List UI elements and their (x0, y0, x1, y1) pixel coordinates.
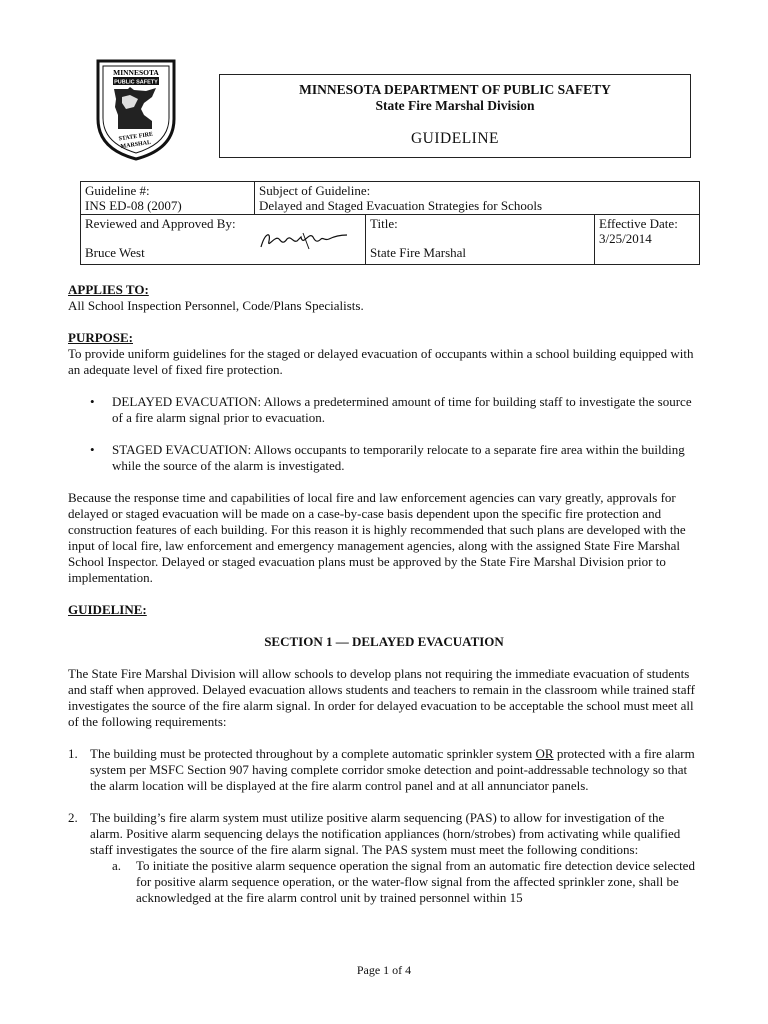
guideline-number-label: Guideline #: (85, 183, 150, 198)
header-box (219, 74, 691, 158)
svg-text:PUBLIC SAFETY: PUBLIC SAFETY (114, 79, 158, 86)
effective-date-label: Effective Date: (599, 216, 678, 231)
requirement-item-2a: a. To initiate the positive alarm sequence operation the signal from an automatic fire detection device selected for positive alarm sequence operation, or the water-flow signal from the affected sprinkler zone, shall be acknowledged at the fire alarm control unit by trained personnel within 15 (112, 858, 695, 905)
list-item: • DELAYED EVACUATION: Allows a predetermined amount of time for building staff to investigate the source of a fire alarm signal prior to evacuation. (90, 394, 692, 425)
purpose-text: To provide uniform guidelines for the staged or delayed evacuation of occupants within a school building equipped with an adequate level of fixed fire protection. (68, 346, 694, 377)
document-body (68, 282, 700, 906)
subject-value: Delayed and Staged Evacuation Strategies for Schools (259, 198, 543, 213)
effective-date-cell (595, 215, 700, 265)
bullet-icon: • (90, 442, 95, 457)
subject-cell (255, 182, 700, 215)
guideline-heading: GUIDELINE: (68, 602, 147, 617)
page-number: Page 1 of 4 (356, 963, 412, 977)
title-label: Title: (370, 216, 398, 231)
requirement-item-2: 2. The building’s fire alarm system must utilize positive alarm sequencing (PAS) to allow for investigation of the alarm. Positive alarm sequencing delays the notification appliances (horn/strobes) from activating while qualified staff investigates the source of the fire alarm signal. The PAS system must meet the following conditions: (68, 810, 681, 857)
signature-image (257, 227, 349, 253)
evacuation-types-list (68, 394, 700, 474)
mn-public-safety-seal-logo (94, 57, 178, 161)
requirement-item-1: 1. The building must be protected throughout by a complete automatic sprinkler system OR protected with a fire alarm system per MSFC Section 907 having complete corridor smoke detection and point-addressable technology so that the alarm location will be displayed at the fire alarm control panel and at all annunciator panels. (68, 746, 695, 793)
bullet-icon: • (90, 394, 95, 409)
subject-label: Subject of Guideline: (259, 183, 371, 198)
approval-paragraph: Because the response time and capabilities of local fire and law enforcement agencies can vary greatly, approvals for delayed or staged evacuation will be made on a case-by-case basis dependent upon the specific fire protection and construction features of each building. For this reason it is highly recommended that such plans are developed with the input of local fire, law enforcement and emergency management agencies, along with the assigned State Fire Marshal School Inspector. Delayed or staged evacuation plans must be approved by the State Fire Marshal Division prior to implementation. (68, 490, 686, 585)
guideline-meta-table (80, 181, 700, 265)
svg-text:MINNESOTA: MINNESOTA (113, 68, 159, 77)
list-item: • STAGED EVACUATION: Allows occupants to temporarily relocate to a separate fire area within the building while the source of the alarm is investigated. (90, 442, 685, 473)
svg-text:STATE FIRE: STATE FIRE (118, 131, 154, 143)
purpose-heading: PURPOSE: (68, 330, 133, 345)
reviewed-cell (81, 215, 366, 265)
title-cell (366, 215, 595, 265)
reviewed-label: Reviewed and Approved By: (85, 216, 236, 231)
department-title: MINNESOTA DEPARTMENT OF PUBLIC SAFETY (299, 82, 611, 97)
document-type: GUIDELINE (410, 130, 499, 147)
division-title: State Fire Marshal Division (375, 98, 535, 113)
guideline-number-cell (81, 182, 255, 215)
applies-heading: APPLIES TO: (68, 282, 149, 297)
applies-text: All School Inspection Personnel, Code/Plans Specialists. (68, 298, 364, 313)
effective-date-value: 3/25/2014 (599, 231, 652, 246)
svg-text:MARSHAL: MARSHAL (120, 139, 152, 151)
guideline-number-value: INS ED-08 (2007) (85, 198, 182, 213)
section-title: SECTION 1 — DELAYED EVACUATION (264, 634, 504, 649)
reviewer-name: Bruce West (85, 245, 145, 260)
title-value: State Fire Marshal (370, 245, 467, 260)
section-intro: The State Fire Marshal Division will allow schools to develop plans not requiring the immediate evacuation of students and staff when approved. Delayed evacuation allows students and teachers to remain in the classroom while trained staff investigates the source of the fire alarm signal. In order for delayed evacuation to be acceptable the school must meet all of the following requirements: (68, 666, 695, 729)
